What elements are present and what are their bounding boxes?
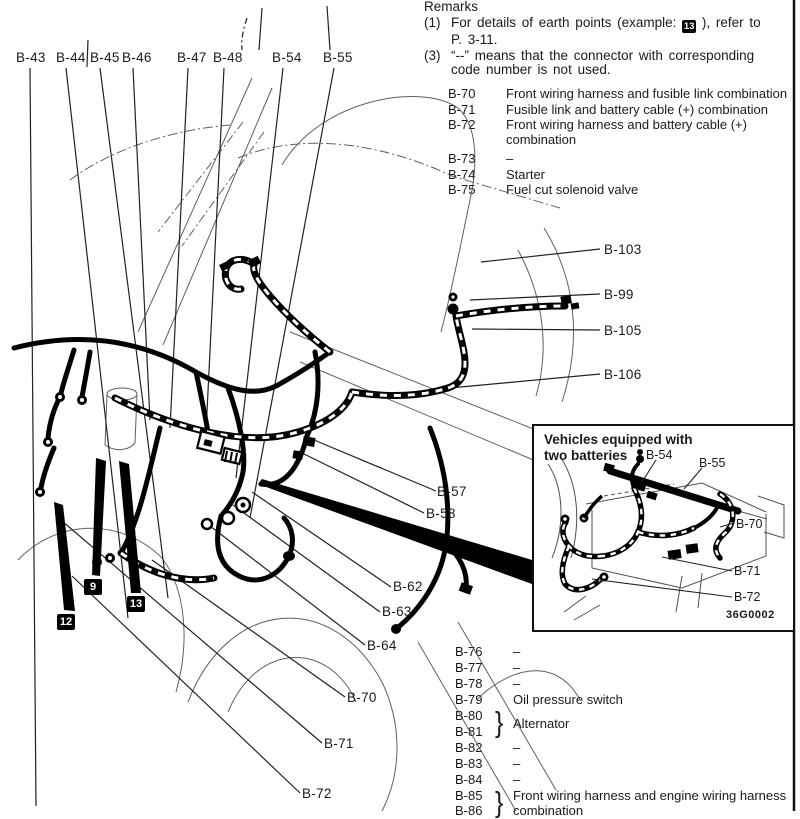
connector-label-b57: B-57: [437, 484, 467, 499]
harness-striped-runs: [115, 259, 565, 579]
connector-desc: –: [513, 771, 521, 787]
remark-1-number: (1): [424, 14, 441, 30]
remark-1-text-after: ), refer to: [701, 14, 761, 30]
connector-code: B-81: [455, 723, 483, 739]
connector-label-b47: B-47: [177, 50, 207, 65]
connector-code: B-85: [455, 787, 483, 803]
brace-glyph: }: [495, 786, 504, 819]
connector-code: B-80: [455, 708, 483, 723]
connector-label-b62: B-62: [393, 579, 423, 594]
connector-code: B-83: [455, 755, 483, 771]
connector-desc: Fuel cut solenoid valve: [506, 182, 639, 197]
remarks-heading: Remarks: [424, 0, 479, 14]
connector-label-b58: B-58: [426, 506, 456, 521]
connector-desc: –: [506, 151, 514, 166]
connector-desc: –: [513, 739, 521, 755]
remark-3-line1: “--” means that the connector with corresponding: [451, 47, 755, 63]
connector-label-b45: B-45: [90, 50, 120, 65]
inset-label-b71: B-71: [734, 564, 761, 578]
connector-code: B-79: [455, 692, 483, 707]
connector-code: B-71: [448, 101, 476, 117]
connector-label-b55: B-55: [323, 50, 353, 65]
remark-3-line2: code number is not used.: [451, 62, 611, 78]
connector-code: B-76: [455, 644, 483, 659]
connector-desc: Front wiring harness and fusible link combination: [506, 86, 788, 101]
body-outline-lines: [18, 78, 580, 811]
connector-label-b72-diagram: B-72: [302, 786, 332, 801]
connector-code: B-75: [448, 182, 476, 197]
connector-label-b63: B-63: [382, 604, 412, 619]
inset-figure-code: 36G0002: [726, 609, 775, 621]
inset-label-b55: B-55: [699, 456, 726, 470]
earth-point-badge-icon: 13: [683, 20, 695, 32]
connector-label-b105: B-105: [604, 323, 642, 338]
connector-label-b103: B-103: [604, 242, 642, 257]
connector-desc: –: [513, 660, 521, 675]
connector-code: B-78: [455, 676, 483, 691]
remark-3-number: (3): [424, 47, 441, 63]
connector-code: B-74: [448, 166, 476, 182]
connector-desc: –: [513, 676, 521, 691]
earth-point-badge-13: 13: [127, 596, 145, 612]
inset-label-b54: B-54: [646, 448, 673, 462]
connector-desc: Starter: [506, 166, 546, 182]
two-battery-inset: [532, 424, 795, 632]
connector-code: B-73: [448, 151, 476, 166]
inset-label-b72: B-72: [734, 590, 761, 604]
connector-code: B-77: [455, 660, 483, 675]
connector-desc: Front wiring harness and engine wiring harness combination: [513, 787, 787, 818]
brace-glyph: }: [495, 706, 504, 740]
connector-code: B-86: [455, 803, 483, 818]
inset-label-b70: B-70: [736, 517, 763, 531]
inset-pointer-wedge: [258, 479, 532, 584]
connector-desc: –: [513, 755, 521, 771]
earth-point-badge-9: 9: [84, 579, 102, 595]
connector-label-b106: B-106: [604, 367, 642, 382]
inset-title-line2: two batteries: [544, 448, 628, 463]
connector-code: B-84: [455, 771, 483, 787]
connector-label-b44: B-44: [56, 50, 86, 65]
connector-label-b43: B-43: [16, 50, 46, 65]
connector-code: B-70: [448, 86, 476, 101]
connector-label-b54: B-54: [272, 50, 302, 65]
connector-label-b71-diagram: B-71: [324, 736, 354, 751]
connector-desc: Alternator: [513, 715, 570, 731]
connector-label-b46: B-46: [122, 50, 152, 65]
connector-code: B-82: [455, 739, 483, 755]
connector-desc: Fusible link and battery cable (+) combination: [506, 101, 768, 117]
remark-1-text-before: For details of earth points (example:: [451, 14, 677, 30]
earth-point-badge-12: 12: [57, 614, 75, 630]
connector-label-b48: B-48: [213, 50, 243, 65]
inset-title-line1: Vehicles equipped with: [544, 432, 693, 447]
connector-desc: Oil pressure switch: [513, 692, 623, 707]
connector-label-b64: B-64: [367, 638, 397, 653]
connector-desc: Front wiring harness and battery cable (+) combination: [506, 117, 747, 147]
connector-desc: –: [513, 644, 521, 659]
connector-label-b70-diagram: B-70: [347, 690, 377, 705]
connector-label-b99: B-99: [604, 287, 634, 302]
connector-code: B-72: [448, 117, 476, 132]
remark-1-line2: P. 3-11.: [451, 32, 498, 48]
